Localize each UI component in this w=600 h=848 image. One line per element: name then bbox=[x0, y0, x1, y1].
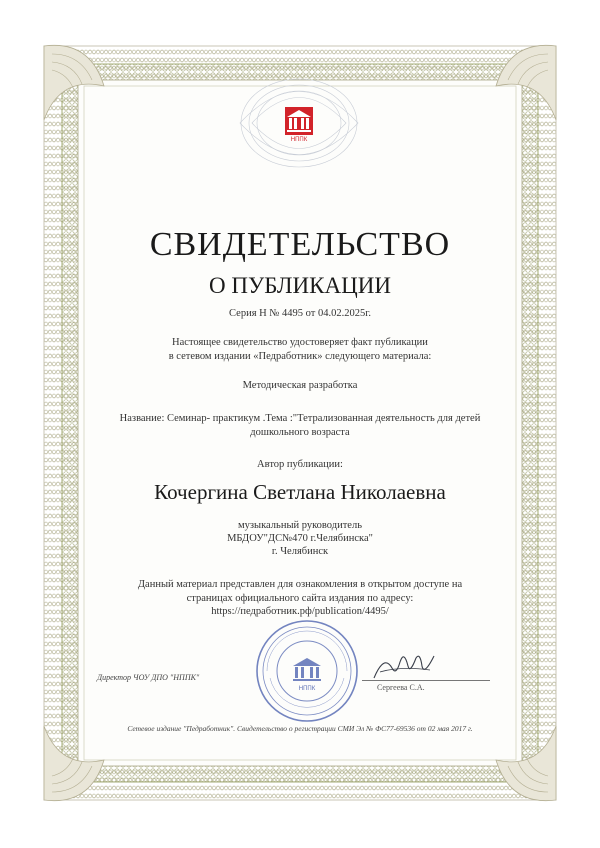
nppk-logo bbox=[279, 103, 319, 143]
signer-name: Сергеева С.А. bbox=[377, 683, 425, 692]
intro-line: Настоящее свидетельство удостоверяет факт публикации bbox=[172, 337, 428, 348]
stamp-text: НППК bbox=[298, 686, 316, 692]
intro-line: в сетевом издании «Педработник» следующего материала: bbox=[168, 351, 432, 362]
notice-line: Данный материал представлен для ознакомления в открытом доступе на bbox=[137, 579, 463, 590]
registration-footer: Сетевое издание "Педработник". Свидетельство о регистрации СМИ Эл № ФС77-69536 от 02 мая 2017 г. bbox=[127, 724, 473, 733]
director-signature bbox=[370, 648, 438, 684]
publication-url[interactable]: https://педработник.рф/publication/4495/ bbox=[211, 606, 389, 617]
intro-text bbox=[0, 336, 600, 364]
author-position: музыкальный руководитель bbox=[238, 520, 362, 531]
author-label: Автор публикации: bbox=[257, 459, 343, 470]
certificate-subtitle: О ПУБЛИКАЦИИ bbox=[209, 273, 391, 298]
director-title: Директор ЧОУ ДПО "НППК" bbox=[97, 673, 200, 682]
notice-line: страницах официального сайта издания по адресу: bbox=[186, 592, 414, 604]
author-name: Кочергина Светлана Николаевна bbox=[154, 480, 446, 504]
author-details bbox=[0, 519, 600, 558]
material-name bbox=[0, 412, 600, 440]
name-line: Название: Семинар- практикум .Тема :"Тетрализованная деятельность для детей bbox=[119, 413, 481, 424]
author-city: г. Челябинск bbox=[271, 546, 329, 557]
author-organization: МБДОУ"ДС№470 г.Челябинска" bbox=[227, 533, 373, 544]
signature-line bbox=[362, 680, 490, 681]
publication-notice bbox=[0, 578, 600, 619]
material-type: Методическая разработка bbox=[242, 380, 358, 391]
logo-text: НППК bbox=[290, 137, 308, 143]
series-number: Серия Н № 4495 от 04.02.2025г. bbox=[229, 308, 371, 319]
official-stamp bbox=[254, 618, 360, 724]
certificate-title: СВИДЕТЕЛЬСТВО bbox=[149, 226, 451, 263]
name-line: дошкольного возраста bbox=[250, 427, 350, 438]
